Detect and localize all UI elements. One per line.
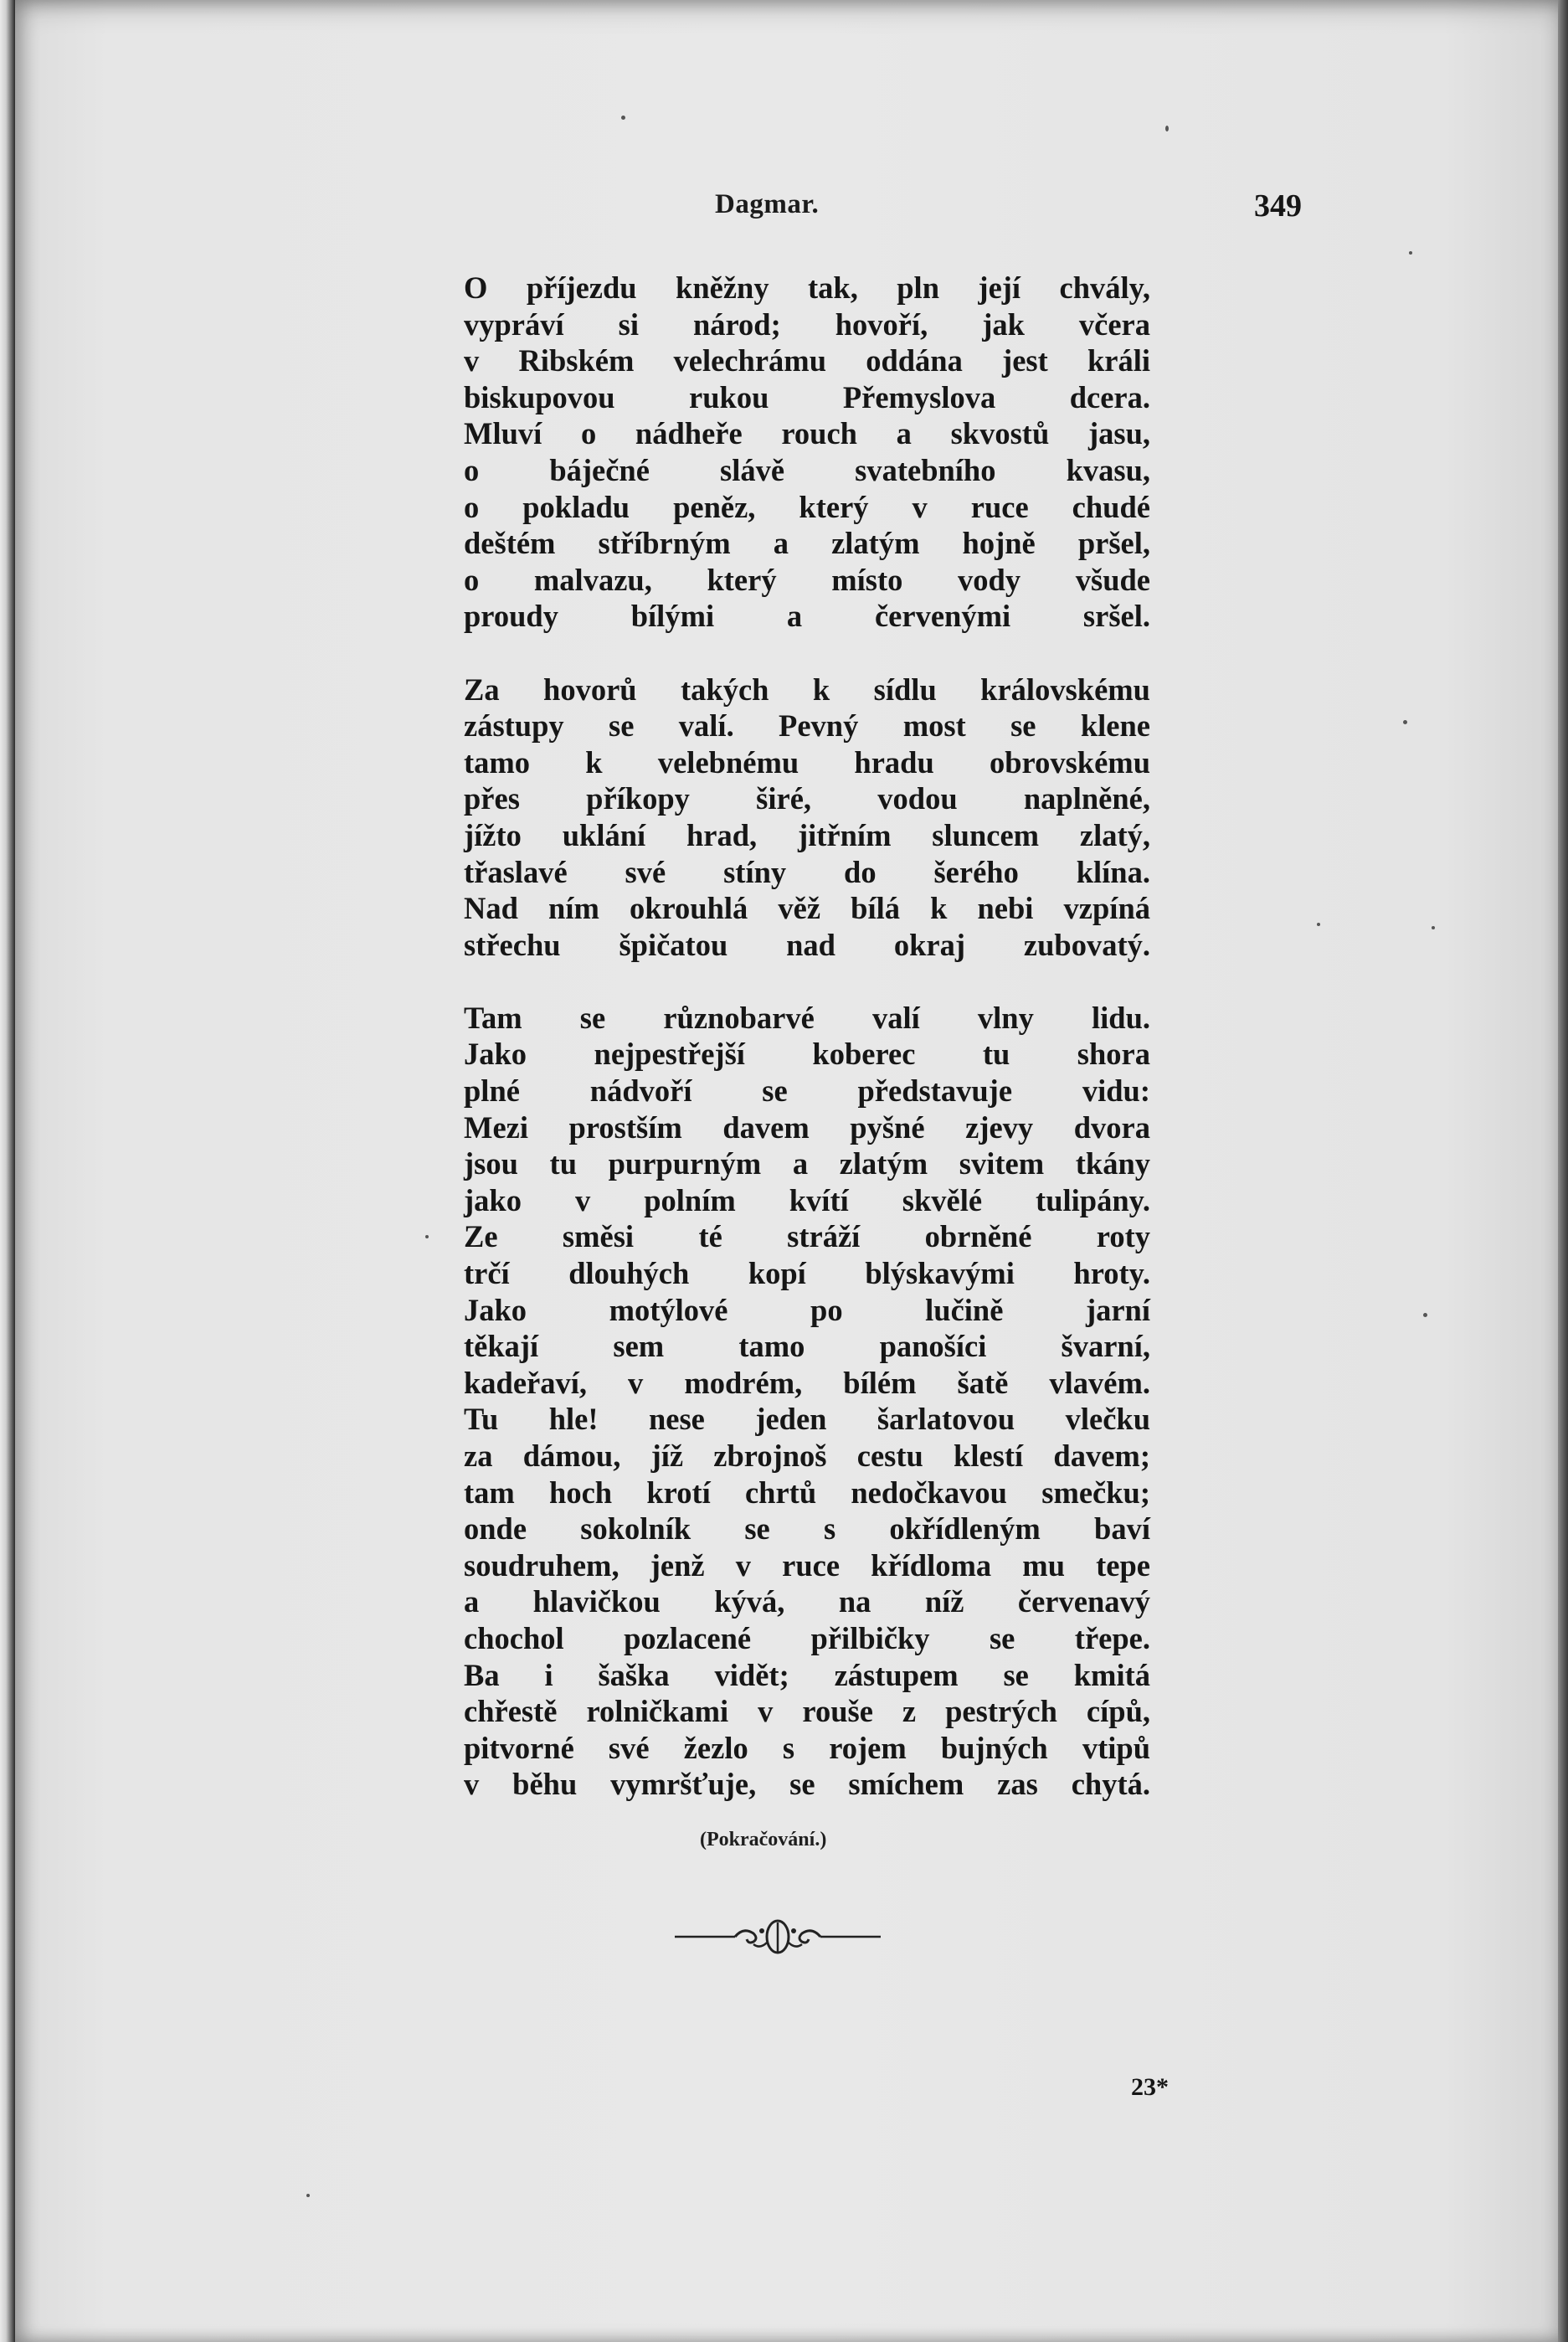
poem-line: biskupovou rukou Přemyslova dcera. — [464, 379, 1150, 414]
poem-line: těkají sem tamo panošíci švarní, — [464, 1329, 1150, 1364]
stanza — [464, 270, 1150, 635]
poem-line: Jako motýlové po lučině jarní — [464, 1292, 1150, 1327]
poem-line: o pokladu peněz, který v ruce chudé — [464, 489, 1150, 524]
poem-text — [464, 270, 1150, 1803]
poem-line: Mluví o nádheře rouch a skvostů jasu, — [464, 416, 1150, 451]
poem-line: Nad ním okrouhlá věž bílá k nebi vzpíná — [464, 891, 1150, 926]
poem-line: v běhu vymršťuje, se smíchem zas chytá. — [464, 1767, 1150, 1802]
poem-line: třaslavé své stíny do šerého klína. — [464, 854, 1150, 889]
poem-line: přes příkopy širé, vodou naplněné, — [464, 781, 1150, 816]
poem-line: soudruhem, jenž v ruce křídloma mu tepe — [464, 1547, 1150, 1583]
poem-line: střechu špičatou nad okraj zubovatý. — [464, 927, 1150, 962]
poem-line: Za hovorů takých k sídlu královskému — [464, 672, 1150, 707]
poem-line: pitvorné své žezlo s rojem bujných vtipů — [464, 1730, 1150, 1765]
fleuron-ornament-icon — [675, 1916, 881, 1958]
poem-line: plné nádvoří se představuje vidu: — [464, 1073, 1150, 1109]
poem-line: proudy bílými a červenými sršel. — [464, 599, 1150, 634]
print-speck — [1432, 926, 1435, 929]
poem-line: Mezi prostším davem pyšné zjevy dvora — [464, 1109, 1150, 1145]
poem-line: chochol pozlacené přilbičky se třepe. — [464, 1620, 1150, 1655]
poem-line: jížto uklání hrad, jitřním sluncem zlatý, — [464, 817, 1150, 852]
stanza — [464, 672, 1150, 964]
poem-line: Tam se různobarvé valí vlny lidu. — [464, 1000, 1150, 1035]
print-speck — [1423, 1313, 1427, 1317]
poem-line: deštém stříbrným a zlatým hojně pršel, — [464, 526, 1150, 561]
stanza — [464, 1000, 1150, 1803]
poem-line: Tu hle! nese jeden šarlatovou vlečku — [464, 1402, 1150, 1437]
poem-line: Jako nejpestřejší koberec tu shora — [464, 1037, 1150, 1072]
print-speck — [1165, 126, 1169, 131]
print-speck — [1409, 251, 1412, 255]
print-speck — [425, 1235, 429, 1238]
poem-line: trčí dlouhých kopí blýskavými hroty. — [464, 1256, 1150, 1291]
poem-line: kadeřaví, v modrém, bílém šatě vlavém. — [464, 1365, 1150, 1400]
poem-line: za dámou, jíž zbrojnoš cestu klestí davem; — [464, 1439, 1150, 1473]
poem-line: vypráví si národ; hovoří, jak včera — [464, 306, 1150, 342]
poem-line: jako v polním kvítí skvělé tulipány. — [464, 1182, 1150, 1217]
poem-line: tamo k velebnému hradu obrovskému — [464, 744, 1150, 780]
print-speck — [1403, 720, 1407, 724]
poem-line: tam hoch krotí chrtů nedočkavou smečku; — [464, 1475, 1150, 1510]
continuation-note: (Pokračování.) — [700, 1829, 827, 1850]
book-page — [15, 0, 1568, 2342]
poem-line: Ba i šaška vidět; zástupem se kmitá — [464, 1657, 1150, 1692]
book-gutter — [0, 0, 15, 2342]
poem-line: v Ribském velechrámu oddána jest králi — [464, 343, 1150, 378]
poem-line: a hlavičkou kývá, na níž červenavý — [464, 1584, 1150, 1619]
poem-line: zástupy se valí. Pevný most se klene — [464, 708, 1150, 744]
poem-line: Ze směsi té stráží obrněné roty — [464, 1219, 1150, 1254]
poem-line: o báječné slávě svatebního kvasu, — [464, 452, 1150, 487]
page-number: 349 — [1254, 188, 1302, 224]
poem-line: onde sokolník se s okřídleným baví — [464, 1511, 1150, 1547]
print-speck — [306, 2194, 310, 2197]
print-speck — [1317, 923, 1320, 926]
poem-line: jsou tu purpurným a zlatým svitem tkány — [464, 1146, 1150, 1181]
print-speck — [621, 116, 625, 120]
running-title: Dagmar. — [715, 189, 820, 219]
poem-line: O příjezdu kněžny tak, pln její chvály, — [464, 270, 1150, 305]
poem-line: o malvazu, který místo vody všude — [464, 562, 1150, 597]
poem-line: chřestě rolničkami v rouše z pestrých cípů, — [464, 1694, 1150, 1729]
page-edge-shadow — [1558, 0, 1568, 2342]
signature-mark: 23* — [1131, 2073, 1169, 2101]
